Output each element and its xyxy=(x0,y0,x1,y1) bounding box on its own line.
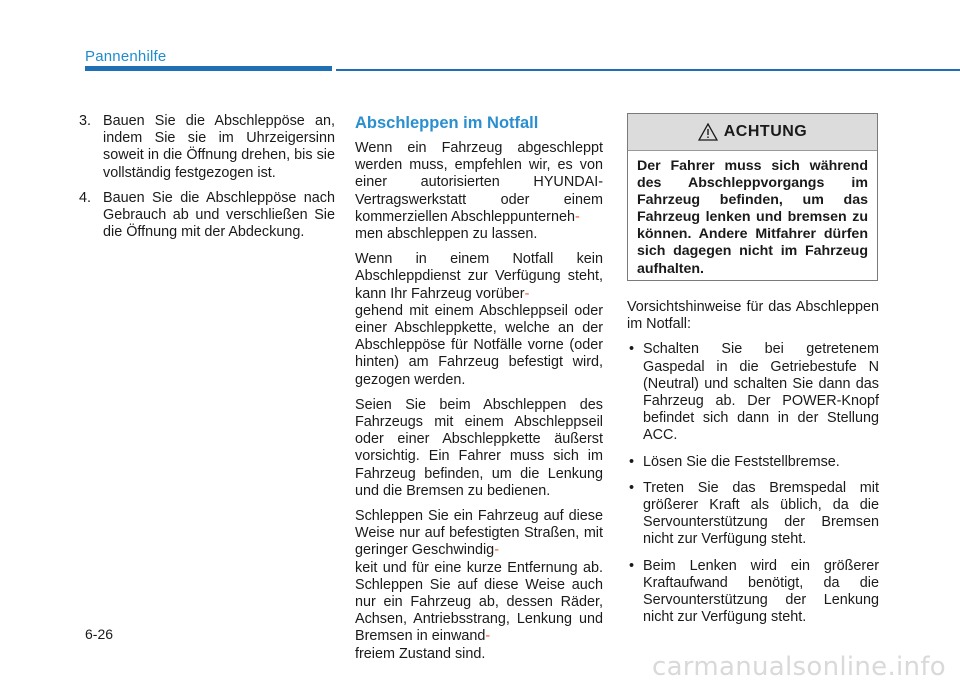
header-rule-thin xyxy=(336,69,960,71)
bullet-icon: • xyxy=(629,557,635,574)
warning-text: Der Fahrer muss sich während des Abschleppvorgangs im Fahrzeug befinden, um das Fahrzeug lenken und bremsen zu können. Andere Mitfahrer dürfen sich dagegen nicht im Fahrzeug aufhalten. xyxy=(637,158,868,277)
paragraph xyxy=(355,140,603,243)
bullet-icon: • xyxy=(629,341,635,358)
step-text: Bauen Sie die Abschleppöse nach Gebrauch ab und verschließen Sie die Öffnung mit der Abdeckung. xyxy=(103,189,335,241)
hyphen-mark: - xyxy=(524,285,530,302)
list-item-text: Treten Sie das Bremspedal mit größerer Kraft als üblich, da die Servounterstützung der Bremsen nicht zur Verfügung steht. xyxy=(643,479,879,548)
step-number: 4. xyxy=(79,189,92,206)
list-item xyxy=(627,558,879,627)
warning-box xyxy=(627,113,878,281)
warning-header xyxy=(628,114,877,151)
warning-title: ACHTUNG xyxy=(723,123,808,141)
step-item xyxy=(79,113,335,182)
list-item-text: Schalten Sie bei getretenem Gaspedal in die Getriebestufe N (Neutral) und schalten Sie dann das Fahrzeug ab. Der POWER-Knopf befindet sich dann in der Stellung ACC. xyxy=(643,341,879,444)
watermark: carmanualsonline.info xyxy=(651,652,946,682)
paragraph-text: freiem Zustand sind. xyxy=(355,645,486,662)
bullet-icon: • xyxy=(629,479,635,496)
list-item xyxy=(627,341,879,444)
step-text: Bauen Sie die Abschleppöse an, indem Sie sie im Uhrzeigersinn soweit in die Öffnung drehen, bis sie vollständig festgezogen ist. xyxy=(103,113,335,181)
list-item-text: Beim Lenken wird ein größerer Kraftaufwand benötigt, da die Servounterstützung der Lenkung nicht zur Verfügung steht. xyxy=(643,557,879,626)
paragraph-text: gehend mit einem Abschleppseil oder einer Abschleppkette, welche an der Abschleppöse für Notfälle vorne (oder hinten) am Fahrzeug befestigt wird, gezogen werden. xyxy=(355,302,603,388)
section-heading: Abschleppen im Notfall xyxy=(355,114,539,132)
paragraph-text: Wenn ein Fahrzeug abgeschleppt werden muss, empfehlen wir, es von einer autorisierten HYUNDAI-Vertragswerkstatt oder einem kommerziellen Abschleppunterneh xyxy=(355,140,603,225)
hyphen-mark: - xyxy=(485,628,491,645)
paragraph xyxy=(355,508,603,663)
step-number: 3. xyxy=(79,113,92,129)
section-title: Pannenhilfe xyxy=(85,48,167,65)
middle-column xyxy=(355,113,603,671)
bullet-icon: • xyxy=(629,453,635,470)
page-number: 6-26 xyxy=(85,626,114,642)
hyphen-mark: - xyxy=(494,542,499,559)
header-rule-thick xyxy=(85,66,332,71)
list-item xyxy=(627,480,879,549)
paragraph-text: men abschleppen zu lassen. xyxy=(355,226,538,243)
paragraph-text: Schleppen Sie ein Fahrzeug auf diese Weise nur auf befestigten Straßen, mit geringer Geschwindig xyxy=(355,508,603,559)
list-item xyxy=(627,454,879,471)
paragraph: Seien Sie beim Abschleppen des Fahrzeugs mit einem Abschleppseil oder einer Abschleppkette äußerst vorsichtig. Ein Fahrer muss sich im Fahrzeug befinden, um die Lenkung und die Bremsen zu bedienen. xyxy=(355,396,603,499)
left-column xyxy=(79,113,335,249)
list-item-text: Lösen Sie die Feststellbremse. xyxy=(643,453,840,470)
right-column xyxy=(627,113,879,635)
warning-triangle-icon xyxy=(698,123,718,141)
step-item xyxy=(79,190,335,242)
intro-paragraph: Vorsichtshinweise für das Abschleppen im Notfall: xyxy=(627,299,879,333)
hyphen-mark: - xyxy=(574,208,580,225)
paragraph xyxy=(355,251,603,389)
paragraph-text: Wenn in einem Notfall kein Abschleppdienst zur Verfügung steht, kann Ihr Fahrzeug vorüber xyxy=(355,251,603,302)
paragraph-text: keit und für eine kurze Entfernung ab. Schleppen Sie auf diese Weise auch nur ein Fahrzeug ab, dessen Räder, Achsen, Antriebsstrang, Lenkung und Bremsen in einwand xyxy=(355,559,603,645)
